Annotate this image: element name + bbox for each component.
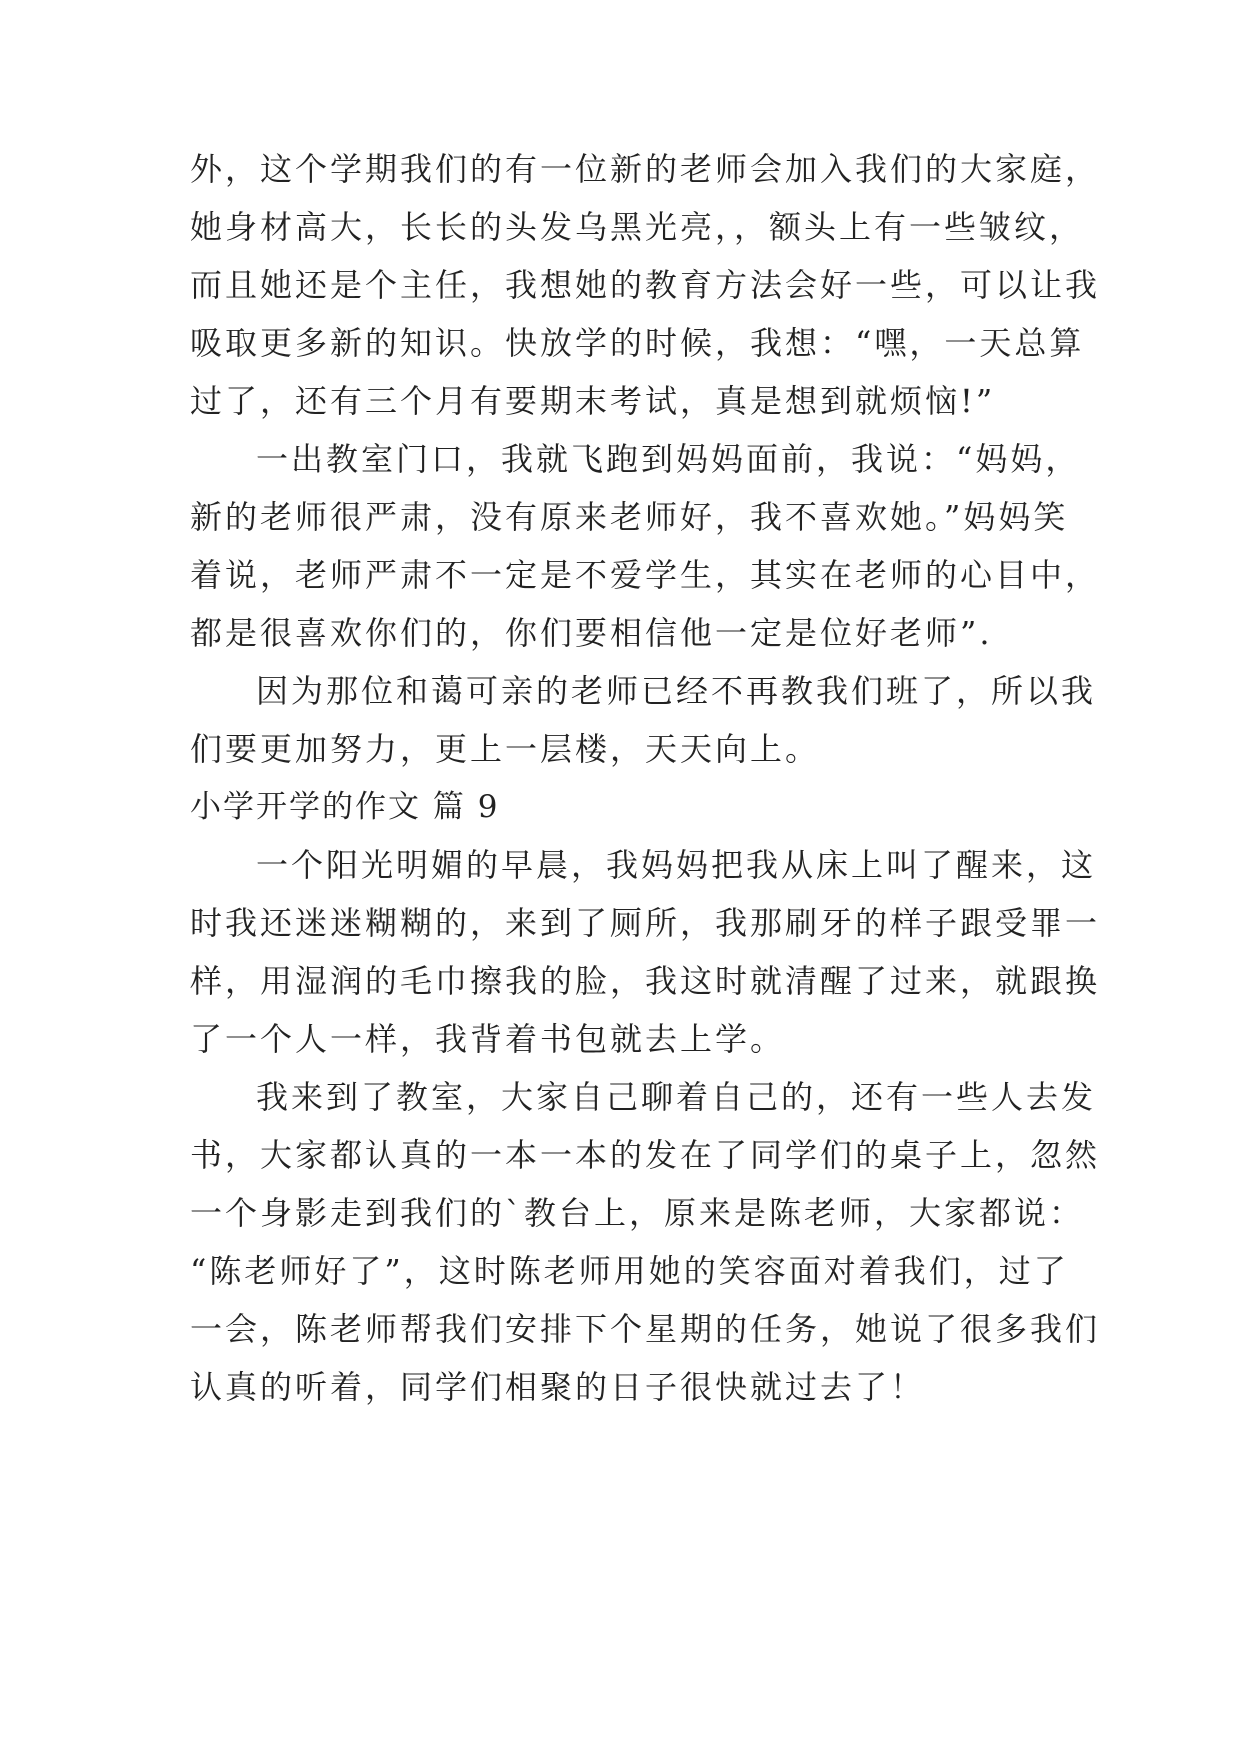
- paragraph-line: 们要更加努力，更上一层楼，天天向上。: [190, 730, 821, 768]
- paragraph-line: 而且她还是个主任，我想她的教育方法会好一些，可以让我: [190, 266, 1101, 304]
- paragraph-line: 新的老师很严肃，没有原来老师好，我不喜欢她。”妈妈笑: [190, 498, 1069, 536]
- paragraph-line: 一会，陈老师帮我们安排下个星期的任务，她说了很多我们: [190, 1310, 1101, 1348]
- paragraph-line: 都是很喜欢你们的，你们要相信他一定是位好老师”.: [190, 614, 993, 652]
- paragraph-4: [190, 836, 1101, 1068]
- paragraph-line: “陈老师好了”，这时陈老师用她的笑容面对着我们，过了: [190, 1252, 1069, 1290]
- paragraph-line: 时我还迷迷糊糊的，来到了厕所，我那刷牙的样子跟受罪一: [190, 904, 1101, 942]
- paragraph-line: 吸取更多新的知识。快放学的时候，我想：“嘿，一天总算: [190, 324, 1085, 362]
- paragraph-line: 一出教室门口，我就飞跑到妈妈面前，我说：“妈妈，: [256, 440, 1081, 478]
- section-heading-block: [190, 778, 1070, 836]
- paragraph-line: 过了，还有三个月有要期末考试，真是想到就烦恼!”: [190, 382, 996, 420]
- section-heading: 小学开学的作文 篇 9: [190, 789, 500, 825]
- paragraph-line: 认真的听着，同学们相聚的日子很快就过去了！: [190, 1368, 926, 1406]
- paragraph-1: [190, 140, 1101, 430]
- paragraph-line: 着说，老师严肃不一定是不爱学生，其实在老师的心目中，: [190, 556, 1101, 594]
- paragraph-line: 一个身影走到我们的`教台上，原来是陈老师，大家都说：: [190, 1194, 1085, 1232]
- paragraph-5: [190, 1068, 1101, 1416]
- paragraph-2: [190, 430, 1101, 662]
- paragraph-line: 样，用湿润的毛巾擦我的脸，我这时就清醒了过来，就跟换: [190, 962, 1101, 1000]
- paragraph-line: 书，大家都认真的一本一本的发在了同学们的桌子上，忽然: [190, 1136, 1101, 1174]
- paragraph-line: 因为那位和蔼可亲的老师已经不再教我们班了，所以我: [256, 672, 1097, 710]
- paragraph-line: 了一个人一样，我背着书包就去上学。: [190, 1020, 786, 1058]
- paragraph-line: 她身材高大，长长的头发乌黑光亮，，额头上有一些皱纹，: [190, 208, 1085, 246]
- paragraph-3: [190, 662, 1097, 778]
- paragraph-line: 外，这个学期我们的有一位新的老师会加入我们的大家庭，: [190, 150, 1101, 188]
- paragraph-line: 一个阳光明媚的早晨，我妈妈把我从床上叫了醒来，这: [256, 846, 1097, 884]
- paragraph-line: 我来到了教室，大家自己聊着自己的，还有一些人去发: [256, 1078, 1097, 1116]
